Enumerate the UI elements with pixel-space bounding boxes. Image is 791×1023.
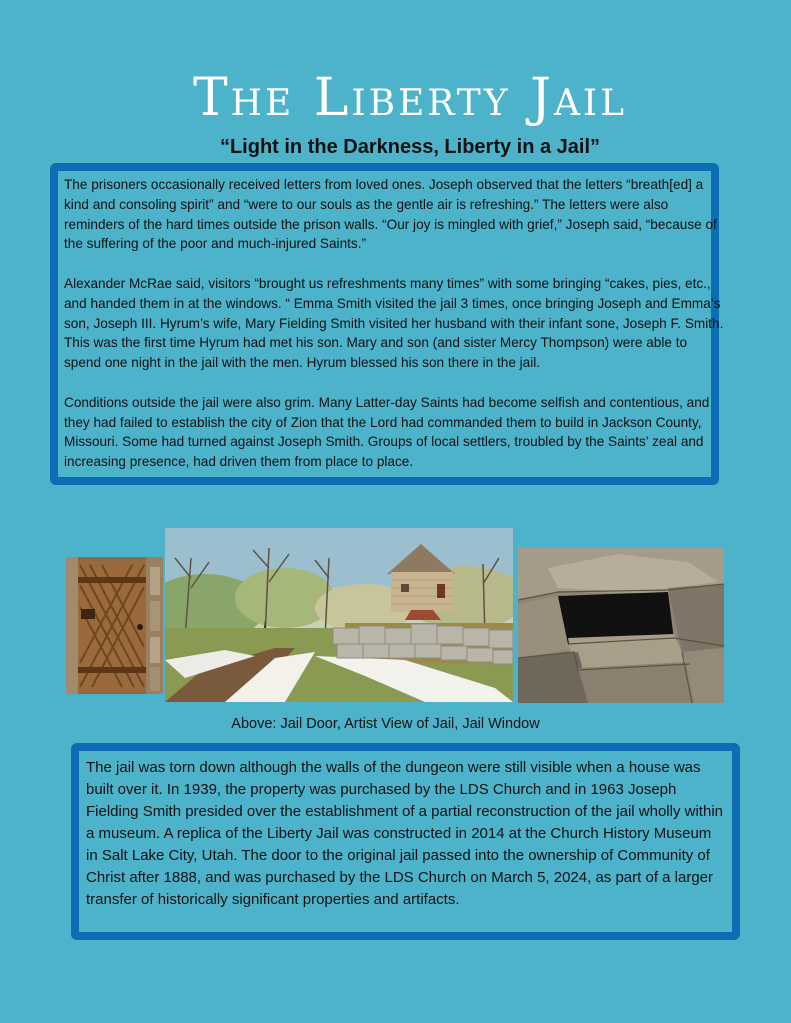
- page-title: The Liberty Jail: [192, 68, 628, 128]
- paragraph-visitors: Alexander McRae said, visitors “brought us refreshments many times” with some bringing “cakes, pies, etc., and handed them in at the windows. “ Emma Smith visited the jail 3 times, once bringing Joseph and Emma’s son, Joseph III. Hyrum’s wife, Mary Fielding Smith visited her husband with their infant sone, Joseph F. Smith. This was the first time Hyrum had met his son. Mary and son (and sister Mercy Thompson) were able to spend one night in the jail with the men. Hyrum blessed his son there in the jail.: [64, 275, 724, 371]
- letters-text-block: [64, 175, 724, 492]
- images-caption: Above: Jail Door, Artist View of Jail, Jail Window: [231, 716, 540, 732]
- page-subtitle: “Light in the Darkness, Liberty in a Jail”: [219, 136, 601, 158]
- jail-window-image: [518, 548, 724, 703]
- jail-door-image: [66, 557, 163, 694]
- paragraph-letters: The prisoners occasionally received letters from loved ones. Joseph observed that the letters “breath[ed] a kind and consoling spirit” and “were to our souls as the gentle air is refreshing.” The letters were also reminders of the hard times outside the prison walls. “Our joy is mingled with grief,” Joseph said, “because of the suffering of the poor and much-injured Saints.”: [64, 177, 717, 252]
- history-text-block: The jail was torn down although the walls of the dungeon were still visible when a house was built over it. In 1939, the property was purchased by the LDS Church and in 1963 Joseph Fielding Smith presided over the establishment of a partial reconstruction of the jail wholly within a museum. A replica of the Liberty Jail was constructed in 2014 at the Church History Museum in Salt Lake City, Utah. The door to the original jail passed into the ownership of Community of Christ after 1888, and was purchased by the LDS Church on March 5, 2024, as part of a larger transfer of historically significant properties and artifacts.: [86, 759, 723, 908]
- paragraph-conditions: Conditions outside the jail were also grim. Many Latter-day Saints had become selfish and contentious, and they had failed to establish the city of Zion that the Lord had commanded them to build in Jackson County, Missouri. Some had turned against Joseph Smith. Groups of local settlers, troubled by the Saints’ zeal and increasing presence, had driven them from place to place.: [64, 394, 710, 470]
- artist-view-image: [165, 528, 513, 702]
